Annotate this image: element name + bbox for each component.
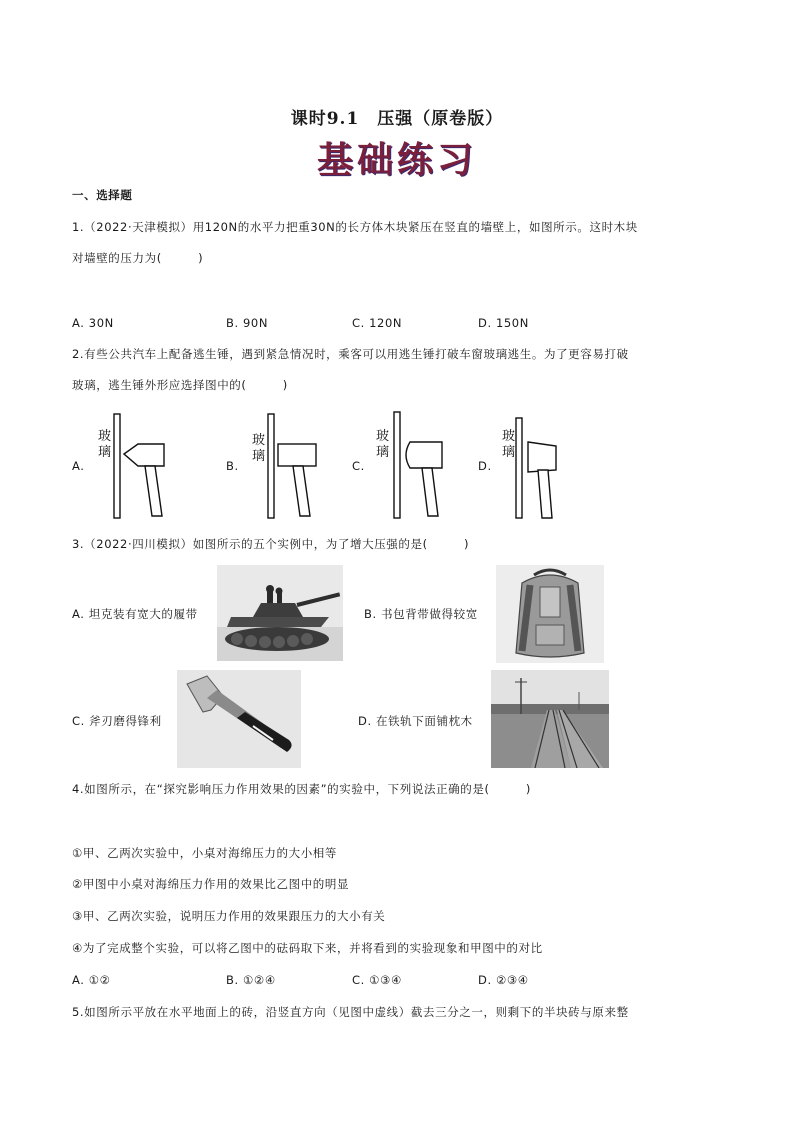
tank-photo: [217, 565, 343, 661]
q3-option-d[interactable]: D. 在铁轨下面铺枕木: [358, 714, 473, 728]
section-heading: 一、选择题: [72, 188, 133, 202]
q4-stem: 4.如图所示，在“探究影响压力作用效果的因素”的实验中，下列说法正确的是( ): [72, 782, 531, 796]
q2-option-b-letter[interactable]: B.: [226, 459, 239, 473]
q4-statement-2: ②甲图中小桌对海绵压力作用的效果比乙图中的明显: [72, 877, 350, 891]
glass-label-b-top: 玻: [252, 433, 266, 448]
page-title: 课时9.1 压强（原卷版）: [290, 109, 504, 129]
q4-option-c[interactable]: C. ①③④: [352, 973, 402, 987]
axe-photo: [177, 670, 301, 768]
q1-stem-line1: 1.（2022·天津模拟）用120N的水平力把重30N的长方体木块紧压在竖直的墙壁上，如图所示。这时木块: [72, 220, 638, 234]
q2-stem-line2: 玻璃，逃生锤外形应选择图中的( ): [72, 378, 288, 392]
railway-photo: [491, 670, 609, 768]
q2-option-a-letter[interactable]: A.: [72, 459, 85, 473]
q4-statement-4: ④为了完成整个实验，可以将乙图中的砝码取下来，并将看到的实验现象和甲图中的对比: [72, 941, 543, 955]
glass-label-c-bottom: 璃: [376, 445, 390, 460]
q3-option-b[interactable]: B. 书包背带做得较宽: [364, 607, 478, 621]
hammer-figure-c: [370, 410, 460, 522]
q1-option-a[interactable]: A. 30N: [72, 316, 114, 330]
glass-label-b-bottom: 璃: [252, 449, 266, 464]
backpack-photo: [496, 565, 604, 663]
q3-option-c[interactable]: C. 斧刃磨得锋利: [72, 714, 162, 728]
q4-statement-3: ③甲、乙两次实验，说明压力作用的效果跟压力的大小有关: [72, 909, 386, 923]
q1-option-c[interactable]: C. 120N: [352, 316, 403, 330]
q4-option-d[interactable]: D. ②③④: [478, 973, 529, 987]
q5-stem-line1: 5.如图所示平放在水平地面上的砖，沿竖直方向（见图中虚线）截去三分之一，则剩下的半块砖与原来整: [72, 1005, 629, 1019]
hammer-figure-a: [90, 410, 180, 522]
q2-option-c-letter[interactable]: C.: [352, 459, 365, 473]
q2-stem-line1: 2.有些公共汽车上配备逃生锤，遇到紧急情况时，乘客可以用逃生锤打破车窗玻璃逃生。为了更容易打破: [72, 347, 629, 361]
glass-label-c-top: 玻: [376, 429, 390, 444]
q1-stem-line2: 对墙壁的压力为( ): [72, 251, 204, 265]
glass-label-d-bottom: 璃: [502, 445, 516, 460]
hammer-figure-b: [244, 410, 334, 522]
q2-option-d-letter[interactable]: D.: [478, 459, 492, 473]
hammer-figure-d: [496, 410, 586, 522]
q4-statement-1: ①甲、乙两次实验中，小桌对海绵压力的大小相等: [72, 846, 338, 860]
glass-label-d-top: 玻: [502, 429, 516, 444]
q1-option-b[interactable]: B. 90N: [226, 316, 269, 330]
q4-option-b[interactable]: B. ①②④: [226, 973, 276, 987]
q3-stem: 3.（2022·四川模拟）如图所示的五个实例中，为了增大压强的是( ): [72, 537, 470, 551]
q1-option-d[interactable]: D. 150N: [478, 316, 529, 330]
q3-option-a[interactable]: A. 坦克装有宽大的履带: [72, 607, 198, 621]
q4-option-a[interactable]: A. ①②: [72, 973, 111, 987]
glass-label-a-top: 玻: [98, 429, 112, 444]
glass-label-a-bottom: 璃: [98, 445, 112, 460]
practice-banner: 基础练习: [316, 139, 477, 181]
